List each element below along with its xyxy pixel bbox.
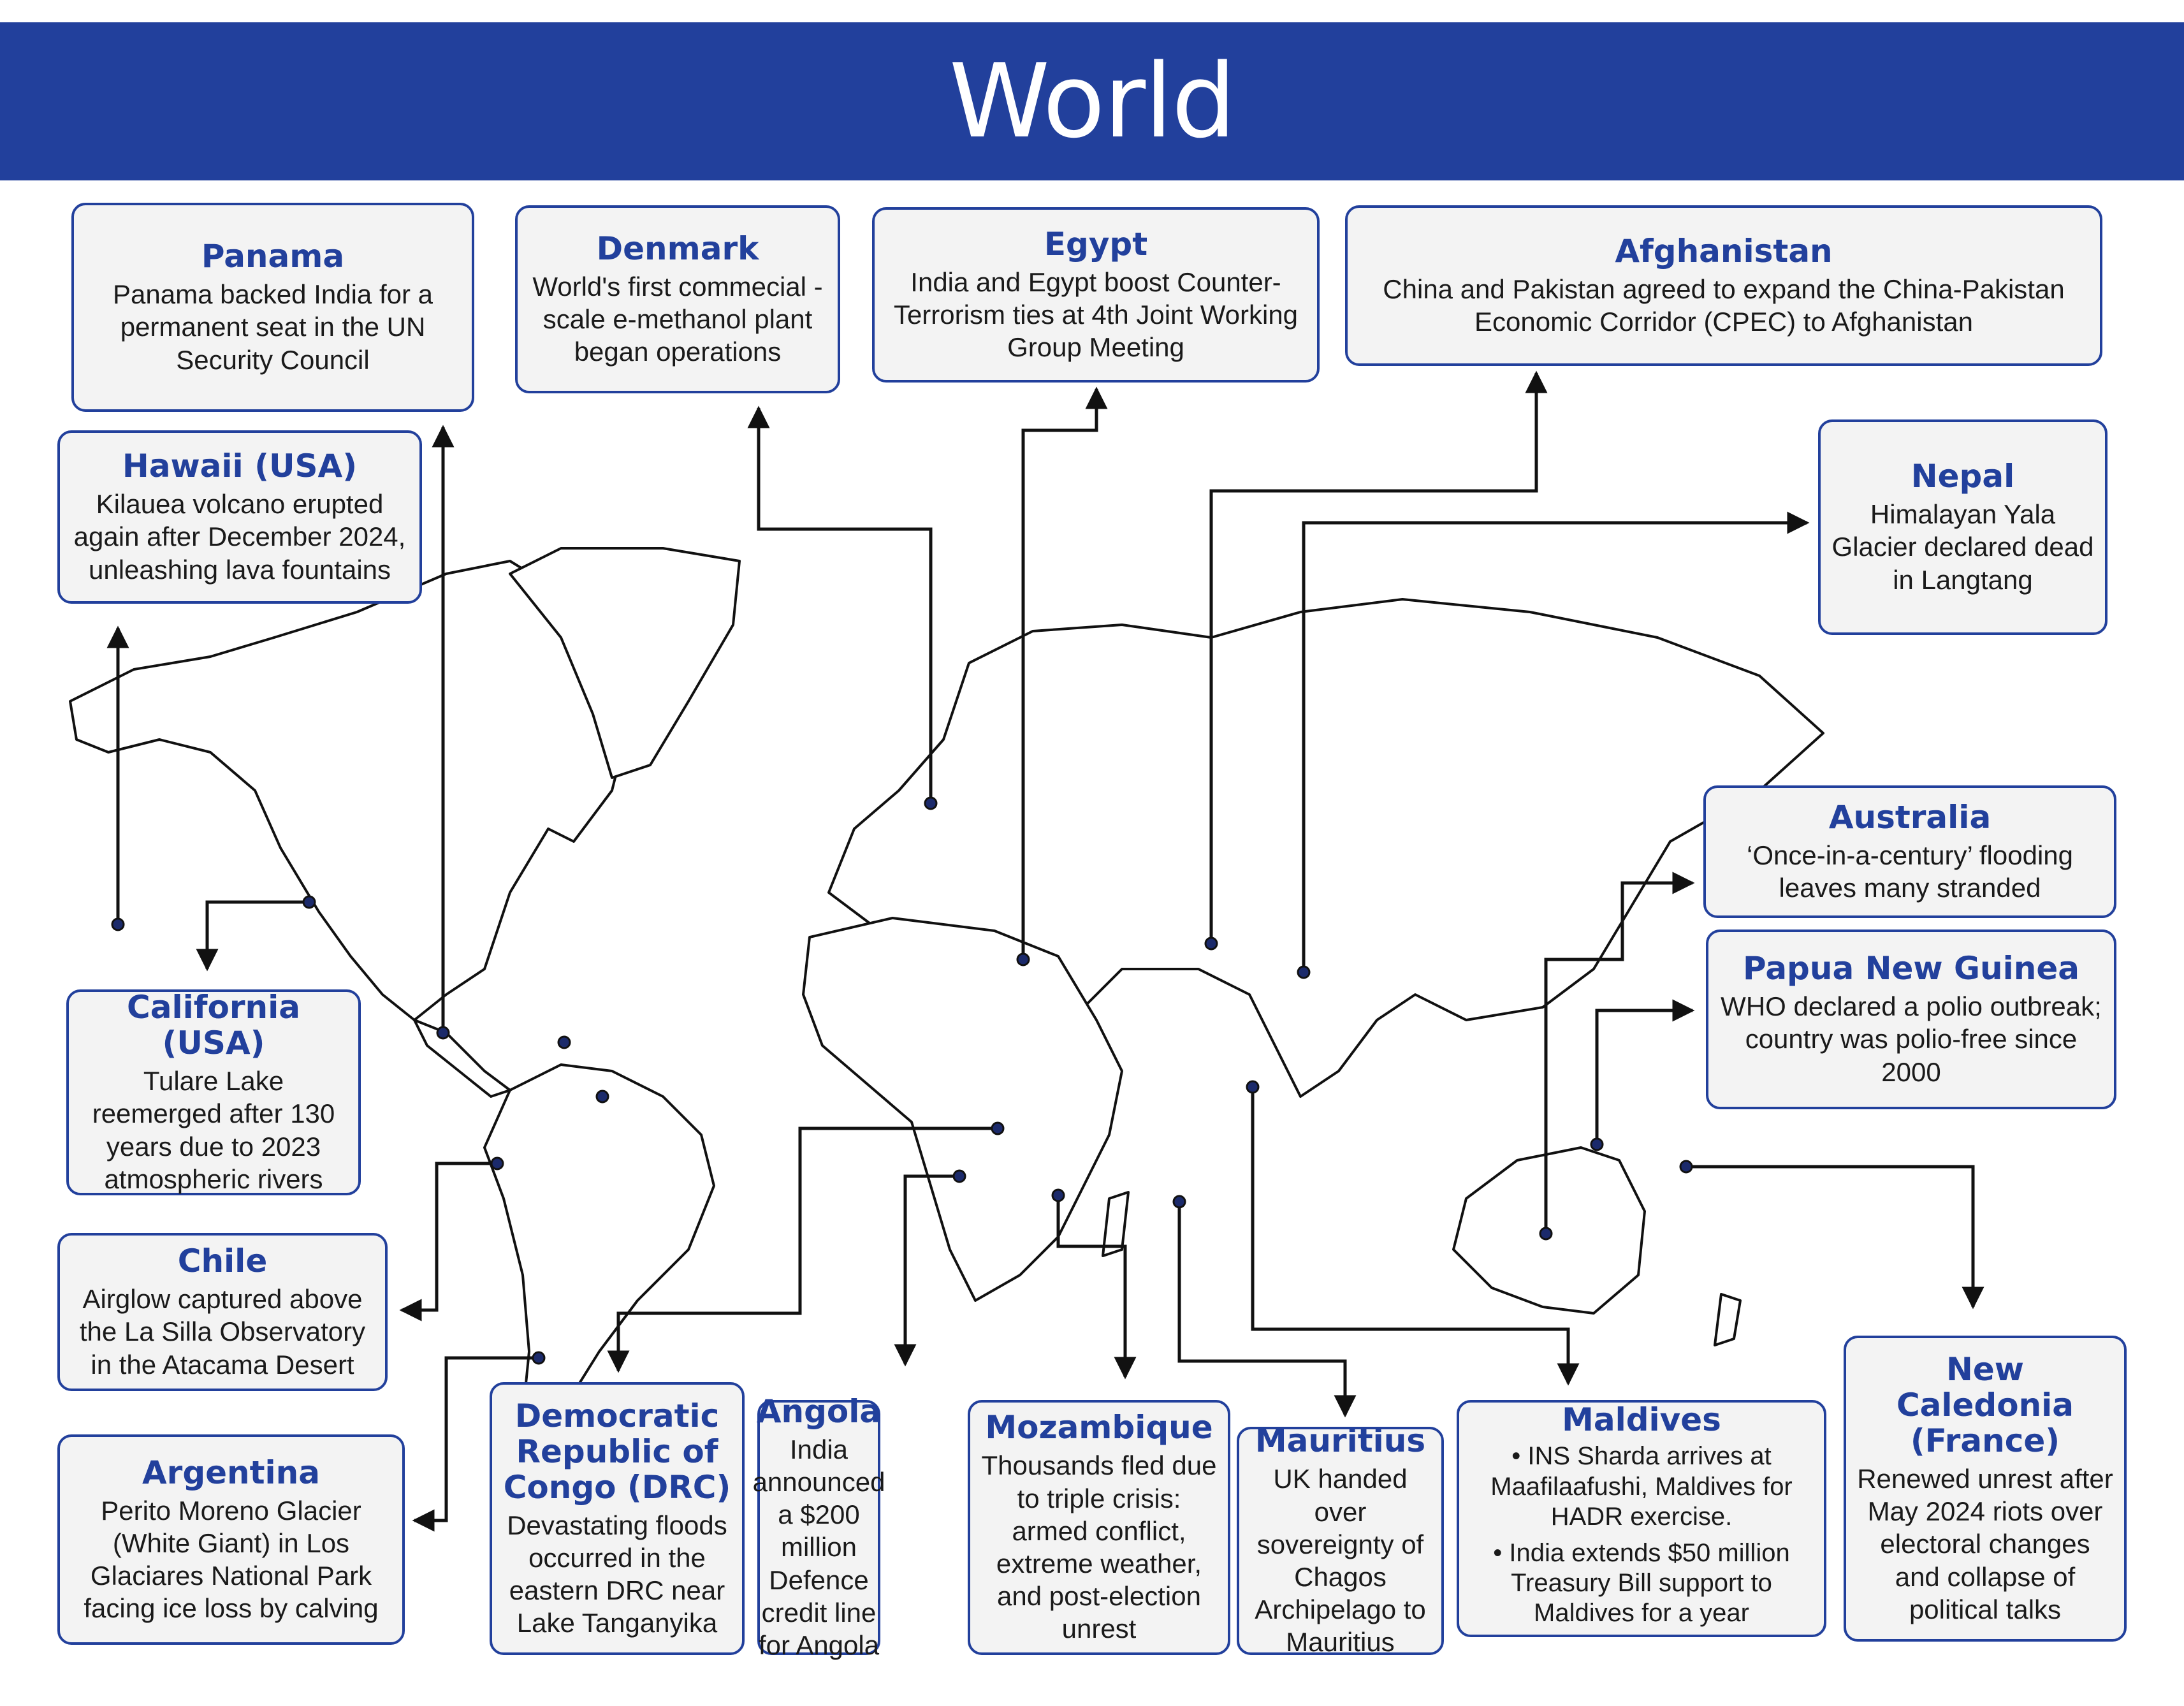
location-dot-maldives (1247, 1081, 1258, 1093)
card-new-caledonia (1844, 1336, 2127, 1642)
card-title: Angola (756, 1392, 882, 1430)
card-title: Hawaii (USA) (122, 448, 358, 485)
card-title: California (USA) (127, 989, 300, 1062)
location-dot-mauritius (1174, 1196, 1185, 1207)
card-title: New Caledonia (France) (1896, 1350, 2074, 1459)
list-item: • INS Sharda arrives at Maafilaafushi, Maldives for HADR exercise. (1468, 1441, 1815, 1532)
card-text: India announced a $200 million Defence credit line for Angola (752, 1434, 885, 1661)
location-dot-afghanistan (1205, 938, 1217, 949)
card-mozambique (968, 1400, 1230, 1655)
card-denmark (515, 205, 840, 393)
location-dot-australia (1540, 1228, 1552, 1239)
card-text: India and Egypt boost Counter-Terrorism ties at 4th Joint Working Group Meeting (893, 266, 1299, 363)
card-text: Tulare Lake reemerged after 130 years due to 2023 atmospheric rivers (92, 1066, 335, 1194)
location-dot-guyana (597, 1091, 608, 1102)
connector-california (207, 902, 309, 969)
card-nepal (1818, 419, 2108, 635)
landmass-central-america (414, 1020, 510, 1097)
card-argentina (57, 1434, 405, 1645)
card-california (66, 989, 361, 1195)
card-text: Devastating floods occurred in the eastern DRC near Lake Tanganyika (507, 1510, 727, 1638)
location-dot-nepal (1298, 966, 1309, 978)
card-text: Perito Moreno Glacier (White Giant) in Los Glaciares National Park facing ice loss by calving (84, 1495, 379, 1624)
card-australia (1703, 785, 2116, 918)
card-title: Papua New Guinea (1743, 950, 2079, 988)
connector-new-caledonia (1686, 1167, 1973, 1307)
landmass-north-america (70, 561, 637, 1020)
card-text: Panama backed India for a permanent seat in the UN Security Council (113, 279, 433, 375)
location-dot-drc (992, 1123, 1003, 1134)
card-drc (490, 1382, 745, 1655)
location-dot-argentina (533, 1352, 544, 1364)
card-maldives (1457, 1400, 1826, 1637)
card-title: Maldives (1562, 1401, 1721, 1439)
card-title: Mozambique (985, 1409, 1213, 1447)
card-text: WHO declared a polio outbreak; country was polio-free since 2000 (1721, 991, 2102, 1087)
location-dot-denmark (925, 798, 936, 809)
card-egypt (872, 207, 1320, 383)
location-dot-angola (954, 1170, 965, 1182)
card-text: Airglow captured above the La Silla Observatory in the Atacama Desert (79, 1284, 366, 1380)
connector-chile (402, 1163, 497, 1310)
card-hawaii (57, 430, 422, 604)
location-dot-mozambique (1052, 1190, 1064, 1201)
card-text: Renewed unrest after May 2024 riots over electoral changes and collapse of political talks (1857, 1463, 2113, 1624)
location-dot-caribbean (558, 1037, 570, 1048)
page-title: World (949, 41, 1235, 161)
card-afghanistan (1345, 205, 2102, 366)
card-angola (752, 1392, 885, 1661)
card-png (1706, 930, 2116, 1109)
card-chile (57, 1233, 388, 1391)
card-text: World's first commecial -scale e-methanol plant began operations (532, 271, 823, 367)
card-text: UK handed over sovereignty of Chagos Archipelago to Mauritius (1255, 1464, 1426, 1658)
location-dot-new-caledonia (1680, 1161, 1692, 1172)
location-dot-chile (491, 1158, 503, 1169)
card-title: Panama (201, 238, 345, 275)
card-title: Nepal (1911, 458, 2015, 495)
location-dot-hawaii (112, 919, 124, 930)
location-dot-png (1591, 1139, 1603, 1150)
connector-denmark (759, 408, 931, 803)
location-dot-california (303, 896, 315, 908)
location-dot-panama (437, 1027, 449, 1039)
card-title: Democratic Republic of Congo (DRC) (503, 1397, 731, 1506)
card-title: Denmark (596, 230, 759, 267)
connector-png (1597, 1010, 1693, 1144)
card-title: Chile (177, 1243, 268, 1280)
card-title: Egypt (1044, 225, 1148, 263)
connector-mauritius (1179, 1202, 1345, 1415)
card-text: ‘Once-in-a-century’ flooding leaves many stranded (1746, 840, 2074, 903)
card-title: Australia (1828, 798, 1991, 836)
card-panama (71, 203, 474, 412)
location-dot-egypt (1017, 954, 1029, 965)
card-title: Afghanistan (1615, 232, 1833, 270)
list-item: • India extends $50 million Treasury Bill support to Maldives for a year (1468, 1538, 1815, 1629)
card-mauritius (1237, 1422, 1444, 1658)
card-text: Thousands fled due to triple crisis: armed conflict, extreme weather, and post-election unrest (981, 1450, 1217, 1644)
card-title: Mauritius (1255, 1422, 1426, 1460)
card-title: Argentina (142, 1454, 321, 1491)
maldives-list (1468, 1441, 1815, 1635)
card-text: Kilauea volcano erupted again after December 2024, unleashing lava fountains (73, 489, 406, 585)
landmass-new-zealand (1715, 1294, 1740, 1345)
card-text: China and Pakistan agreed to expand the China-Pakistan Economic Corridor (CPEC) to Afghanistan (1383, 273, 2065, 337)
card-text: Himalayan Yala Glacier declared dead in Langtang (1831, 499, 2094, 595)
